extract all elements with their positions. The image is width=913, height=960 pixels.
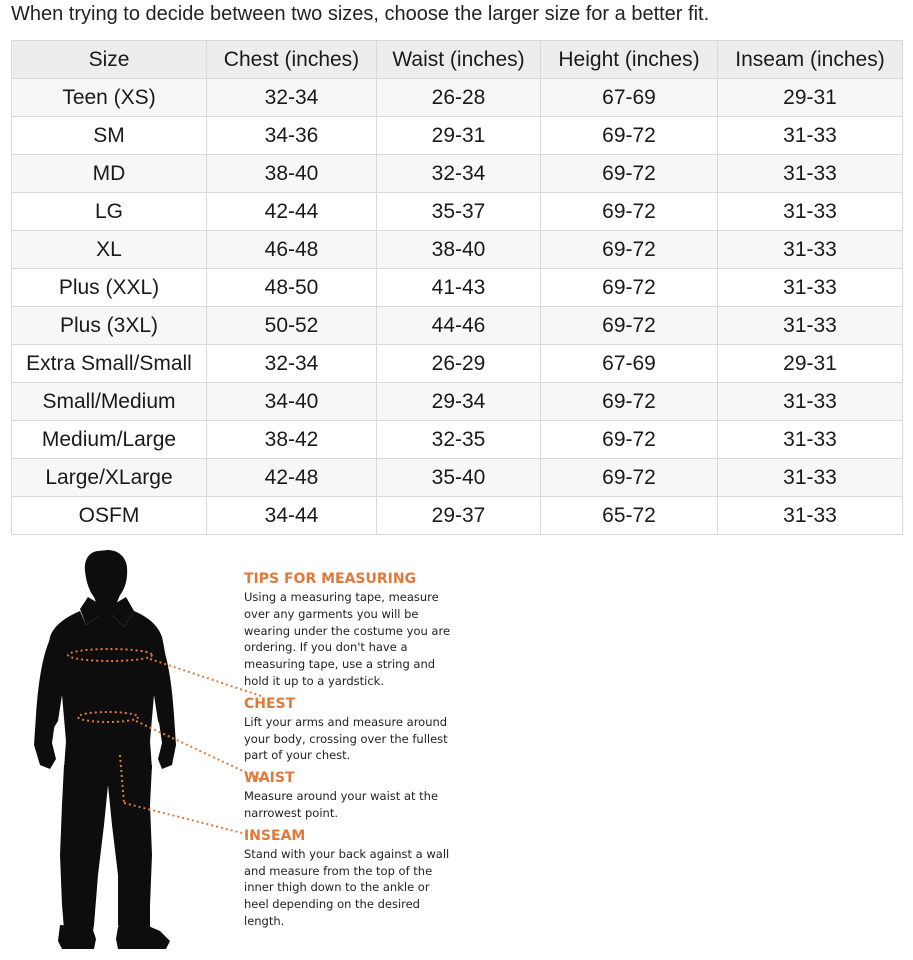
measurement-cell: 29-31 — [718, 345, 903, 383]
measurement-cell: 26-29 — [377, 345, 541, 383]
tips-body: Using a measuring tape, measure over any garments you will be wearing under the costume you are ordering. If you don't have a measuring tape, use a string and hold it up to a yardstick. — [244, 590, 451, 688]
table-row — [12, 307, 903, 345]
table-row — [12, 497, 903, 535]
size-cell: Medium/Large — [12, 421, 207, 459]
column-header: Waist (inches) — [377, 41, 541, 79]
size-cell: Extra Small/Small — [12, 345, 207, 383]
measurement-cell: 32-34 — [207, 345, 377, 383]
measurement-cell: 46-48 — [207, 231, 377, 269]
size-advice-text: When trying to decide between two sizes, choose the larger size for a better fit. — [11, 3, 710, 25]
chest-heading: CHEST — [244, 695, 296, 712]
measurement-cell: 44-46 — [377, 307, 541, 345]
measurement-cell: 69-72 — [541, 193, 718, 231]
measurement-cell: 35-40 — [377, 459, 541, 497]
measurement-cell: 65-72 — [541, 497, 718, 535]
table-row — [12, 421, 903, 459]
measurement-cell: 29-31 — [718, 79, 903, 117]
size-cell: SM — [12, 117, 207, 155]
measurement-cell: 38-40 — [377, 231, 541, 269]
measurement-cell: 31-33 — [718, 231, 903, 269]
measurement-cell: 31-33 — [718, 383, 903, 421]
measurement-cell: 42-48 — [207, 459, 377, 497]
measurement-cell: 50-52 — [207, 307, 377, 345]
measurement-cell: 31-33 — [718, 269, 903, 307]
size-cell: XL — [12, 231, 207, 269]
measurement-cell: 42-44 — [207, 193, 377, 231]
measurement-cell: 69-72 — [541, 307, 718, 345]
measurement-cell: 41-43 — [377, 269, 541, 307]
measurement-cell: 35-37 — [377, 193, 541, 231]
measurement-cell: 69-72 — [541, 231, 718, 269]
column-header: Size — [12, 41, 207, 79]
measurement-cell: 26-28 — [377, 79, 541, 117]
measurement-cell: 67-69 — [541, 79, 718, 117]
table-row — [12, 269, 903, 307]
measurement-cell: 69-72 — [541, 421, 718, 459]
header-row — [12, 41, 903, 79]
measurement-cell: 67-69 — [541, 345, 718, 383]
measuring-illustration — [0, 545, 913, 960]
inseam-heading: INSEAM — [244, 827, 306, 844]
size-cell: MD — [12, 155, 207, 193]
size-cell: Plus (3XL) — [12, 307, 207, 345]
size-cell: Large/XLarge — [12, 459, 207, 497]
table-row — [12, 117, 903, 155]
measurement-cell: 69-72 — [541, 117, 718, 155]
size-chart-body — [12, 79, 903, 535]
measurement-cell: 31-33 — [718, 421, 903, 459]
measurement-cell: 31-33 — [718, 155, 903, 193]
measurement-cell: 32-34 — [377, 155, 541, 193]
measuring-tips — [244, 571, 454, 930]
waist-heading: WAIST — [244, 770, 295, 787]
measurement-cell: 69-72 — [541, 155, 718, 193]
table-row — [12, 79, 903, 117]
measurement-cell: 34-44 — [207, 497, 377, 535]
measurement-cell: 34-40 — [207, 383, 377, 421]
table-row — [12, 155, 903, 193]
size-cell: LG — [12, 193, 207, 231]
measurement-cell: 32-35 — [377, 421, 541, 459]
table-row — [12, 231, 903, 269]
waist-body: Measure around your waist at the narrowest point. — [244, 789, 439, 820]
size-chart-table — [11, 40, 903, 535]
table-row — [12, 383, 903, 421]
measurement-cell: 38-40 — [207, 155, 377, 193]
column-header: Chest (inches) — [207, 41, 377, 79]
measurement-cell: 48-50 — [207, 269, 377, 307]
tips-heading: TIPS FOR MEASURING — [244, 571, 417, 587]
measurement-cell: 29-31 — [377, 117, 541, 155]
measurement-cell: 38-42 — [207, 421, 377, 459]
person-silhouette-icon — [0, 545, 913, 960]
inseam-body: Stand with your back against a wall and measure from the top of the inner thigh down to the ankle or heel depending on the desired length. — [244, 846, 450, 928]
measurement-cell: 31-33 — [718, 497, 903, 535]
measurement-cell: 31-33 — [718, 459, 903, 497]
size-cell: Teen (XS) — [12, 79, 207, 117]
measurement-cell: 29-34 — [377, 383, 541, 421]
measurement-cell: 69-72 — [541, 383, 718, 421]
measurement-cell: 32-34 — [207, 79, 377, 117]
size-cell: Plus (XXL) — [12, 269, 207, 307]
measurement-cell: 69-72 — [541, 269, 718, 307]
size-cell: Small/Medium — [12, 383, 207, 421]
table-row — [12, 345, 903, 383]
size-chart-header — [12, 41, 903, 79]
measurement-cell: 31-33 — [718, 193, 903, 231]
size-cell: OSFM — [12, 497, 207, 535]
column-header: Inseam (inches) — [718, 41, 903, 79]
chest-body: Lift your arms and measure around your body, crossing over the fullest part of your chest. — [244, 714, 448, 763]
measurement-cell: 69-72 — [541, 459, 718, 497]
column-header: Height (inches) — [541, 41, 718, 79]
table-row — [12, 193, 903, 231]
measurement-cell: 31-33 — [718, 307, 903, 345]
measurement-cell: 34-36 — [207, 117, 377, 155]
table-row — [12, 459, 903, 497]
measurement-cell: 31-33 — [718, 117, 903, 155]
measurement-cell: 29-37 — [377, 497, 541, 535]
